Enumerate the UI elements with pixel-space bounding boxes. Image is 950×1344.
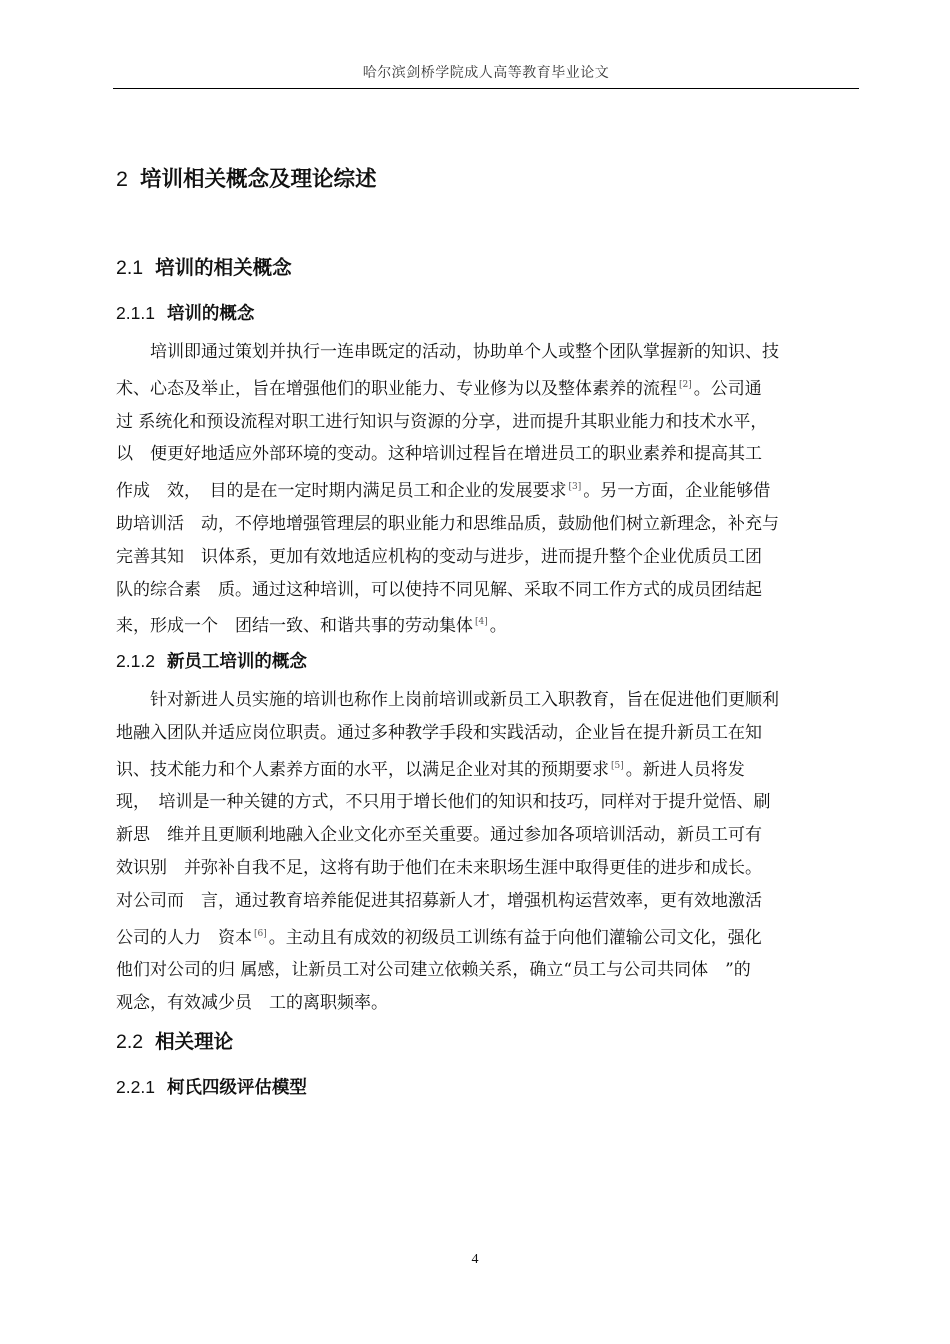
section-number: 2.2 <box>116 1031 144 1053</box>
text-line: 完善其知 识体系，更加有效地适应机构的变动与进步，进而提升整个企业优质员工团 <box>116 546 762 567</box>
chapter-heading <box>116 162 376 193</box>
chapter-number: 2 <box>116 167 128 191</box>
text-line: 队的综合素 质。通过这种培训，可以使持不同见解、采取不同工作方式的成员团结起 <box>116 579 762 600</box>
text-line: 对公司而 言，通过教育培养能促进其招募新人才，增强机构运营效率，更有效地激活 <box>116 890 762 911</box>
text-line: 新思 维并且更顺利地融入企业文化亦至关重要。通过参加各项培训活动，新员工可有 <box>116 825 762 846</box>
text-line: 来，形成一个 团结一致、和谐共事的劳动集体 [4] 。 <box>116 616 507 637</box>
text-line: 针对新进人员实施的培训也称作上岗前培训或新员工入职教育，旨在促进他们更顺利 <box>150 690 779 710</box>
text-line: 现， 培训是一种关键的方式，不只用于增长他们的知识和技巧，同样对于提升觉悟、刷 <box>116 792 771 813</box>
text-line: 他们对公司的归 属感，让新员工对公司建立依赖关系，确立“员工与公司共同体 ”的 <box>116 960 751 981</box>
text-line: 以 便更好地适应外部环境的变动。这种培训过程旨在增进员工的职业素养和提高其工 <box>116 444 762 465</box>
section-title: 相关理论 <box>155 1030 234 1053</box>
section-number: 2.1.1 <box>116 303 155 323</box>
citation: [5] <box>611 760 624 771</box>
citation: [3] <box>568 482 582 493</box>
text-line: 公司的人力 资本 [6] 。主动且有成效的初级员工训练有益于向他们灌输公司文化，强化 <box>116 927 762 948</box>
section-2-1-1-heading <box>116 300 254 325</box>
section-title: 新员工培训的概念 <box>166 652 307 672</box>
text-line: 培训即通过策划并执行一连串既定的活动，协助单个人或整个团队掌握新的知识、技 <box>150 342 779 362</box>
section-2-1-heading <box>116 252 292 280</box>
text-line: 作成 效， 目的是在一定时期内满足员工和企业的发展要求 [3] 。另一方面，企业能够借 <box>116 481 771 502</box>
text-line: 地融入团队并适应岗位职责。通过多种教学手段和实践活动，企业旨在提升新员工在知 <box>116 722 762 743</box>
paragraph-new-employee-training <box>116 684 860 1020</box>
section-title: 柯氏四级评估模型 <box>166 1078 307 1098</box>
section-2-2-heading <box>116 1026 233 1054</box>
citation: [6] <box>254 928 267 939</box>
text-line: 助培训活 动，不停地增强管理层的职业能力和思维品质，鼓励他们树立新理念，补充与 <box>116 513 779 534</box>
citation: [4] <box>475 617 488 628</box>
section-number: 2.1 <box>116 257 144 279</box>
chapter-title: 培训相关概念及理论综述 <box>139 167 377 192</box>
section-2-2-1-heading <box>116 1074 307 1099</box>
text-line: 过 系统化和预设流程对职工进行知识与资源的分享，进而提升其职业能力和技术水平， <box>116 411 768 432</box>
text-line: 识、技术能力和个人素养方面的水平，以满足企业对其的预期要求 [5] 。新进人员将发 <box>116 759 745 780</box>
section-2-1-2-heading <box>116 648 307 673</box>
section-title: 培训的相关概念 <box>155 256 292 279</box>
paragraph-training-concept <box>116 336 860 643</box>
section-title: 培训的概念 <box>166 304 255 324</box>
running-header: 哈尔滨剑桥学院成人高等教育毕业论文 <box>362 65 610 81</box>
text-line: 效识别 并弥补自我不足，这将有助于他们在未来职场生涯中取得更佳的进步和成长。 <box>116 857 762 878</box>
page-number: 4 <box>471 1252 479 1267</box>
section-number: 2.1.2 <box>116 651 155 671</box>
text-line: 观念，有效减少员 工的离职频率。 <box>116 993 388 1014</box>
text-line: 术、心态及举止，旨在增强他们的职业能力、专业修为以及整体素养的流程 [2] 。公司通 <box>116 378 762 399</box>
section-number: 2.2.1 <box>116 1077 155 1097</box>
citation: [2] <box>679 379 692 390</box>
header-divider <box>113 88 859 89</box>
